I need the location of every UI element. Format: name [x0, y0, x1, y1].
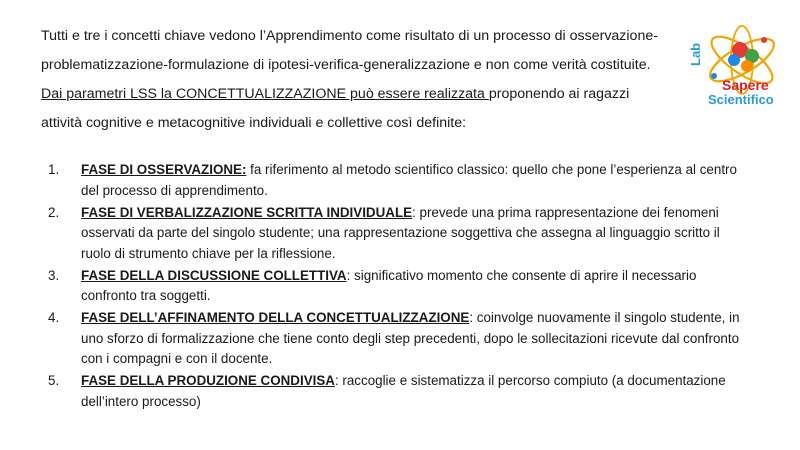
- list-number: 3.: [48, 267, 60, 283]
- list-item: [48, 371, 748, 412]
- phase-heading: FASE DI OSSERVAZIONE:: [81, 162, 247, 177]
- phase-text: fa riferimento al metodo scientifico classico: quello che pone l’esperienza al centro del processo di apprendimento.: [81, 162, 737, 198]
- phase-text: : raccoglie e sistematizza il percorso compiuto (a documentazione dell’intero processo): [81, 373, 726, 409]
- logo-sapere-text: Sapere: [722, 77, 769, 93]
- atom-ball-blue: [728, 54, 740, 66]
- intro-paragraph: [41, 22, 721, 138]
- list-number: 2.: [48, 204, 60, 220]
- atom-ball-orange: [741, 60, 753, 72]
- phase-heading: FASE DELLA DISCUSSIONE COLLETTIVA: [81, 267, 347, 283]
- list-number: 1.: [48, 162, 60, 177]
- phase-list: [48, 160, 748, 414]
- list-number: 5.: [48, 373, 60, 388]
- intro-line-2: problematizzazione-formulazione di ipotesi-verifica-generalizzazione e non come verità costituite.: [41, 57, 651, 73]
- list-number: 4.: [48, 310, 60, 325]
- phase-heading: FASE DELL’AFFINAMENTO DELLA CONCETTUALIZZAZIONE: [81, 310, 470, 325]
- lab-sapere-scientifico-logo: [690, 20, 790, 110]
- phase-text: : significativo momento che consente di aprire il necessario confronto tra soggetti.: [81, 267, 697, 303]
- electron-dot: [761, 37, 767, 43]
- logo-scientifico-text: Scientifico: [708, 92, 774, 107]
- list-item: [48, 308, 748, 370]
- phase-text: : coinvolge nuovamente il singolo studente, in uno sforzo di formalizzazione che tiene conto degli step precedenti, dopo le sollecitazioni ricevute dal confronto con i compagni e con il docente.: [81, 310, 740, 366]
- list-item: [48, 203, 748, 265]
- atom-logo-icon: [690, 20, 790, 110]
- phase-text: : prevede una prima rappresentazione dei fenomeni osservati da parte del singolo studente; una rappresentazione soggettiva che assegna al linguaggio scritto il ruolo di strumento chiave per la riflessione.: [81, 204, 720, 261]
- phase-heading: FASE DI VERBALIZZAZIONE SCRITTA INDIVIDUALE: [81, 204, 413, 220]
- intro-line-4: attività cognitive e metacognitive individuali e collettive così definite:: [41, 115, 467, 131]
- intro-underlined-text: Dai parametri LSS la CONCETTUALIZZAZIONE può essere realizzata: [41, 86, 489, 102]
- electron-dot: [711, 73, 717, 79]
- intro-line-3: [41, 80, 721, 109]
- phase-heading: FASE DELLA PRODUZIONE CONDIVISA: [81, 373, 335, 388]
- list-item: [48, 160, 748, 201]
- list-item: [48, 266, 748, 307]
- intro-line-1: Tutti e tre i concetti chiave vedono l’Apprendimento come risultato di un processo di osservazione-: [41, 28, 658, 44]
- logo-lab-text: Lab: [688, 42, 703, 66]
- intro-line-3-rest: proponendo ai ragazzi: [488, 86, 630, 102]
